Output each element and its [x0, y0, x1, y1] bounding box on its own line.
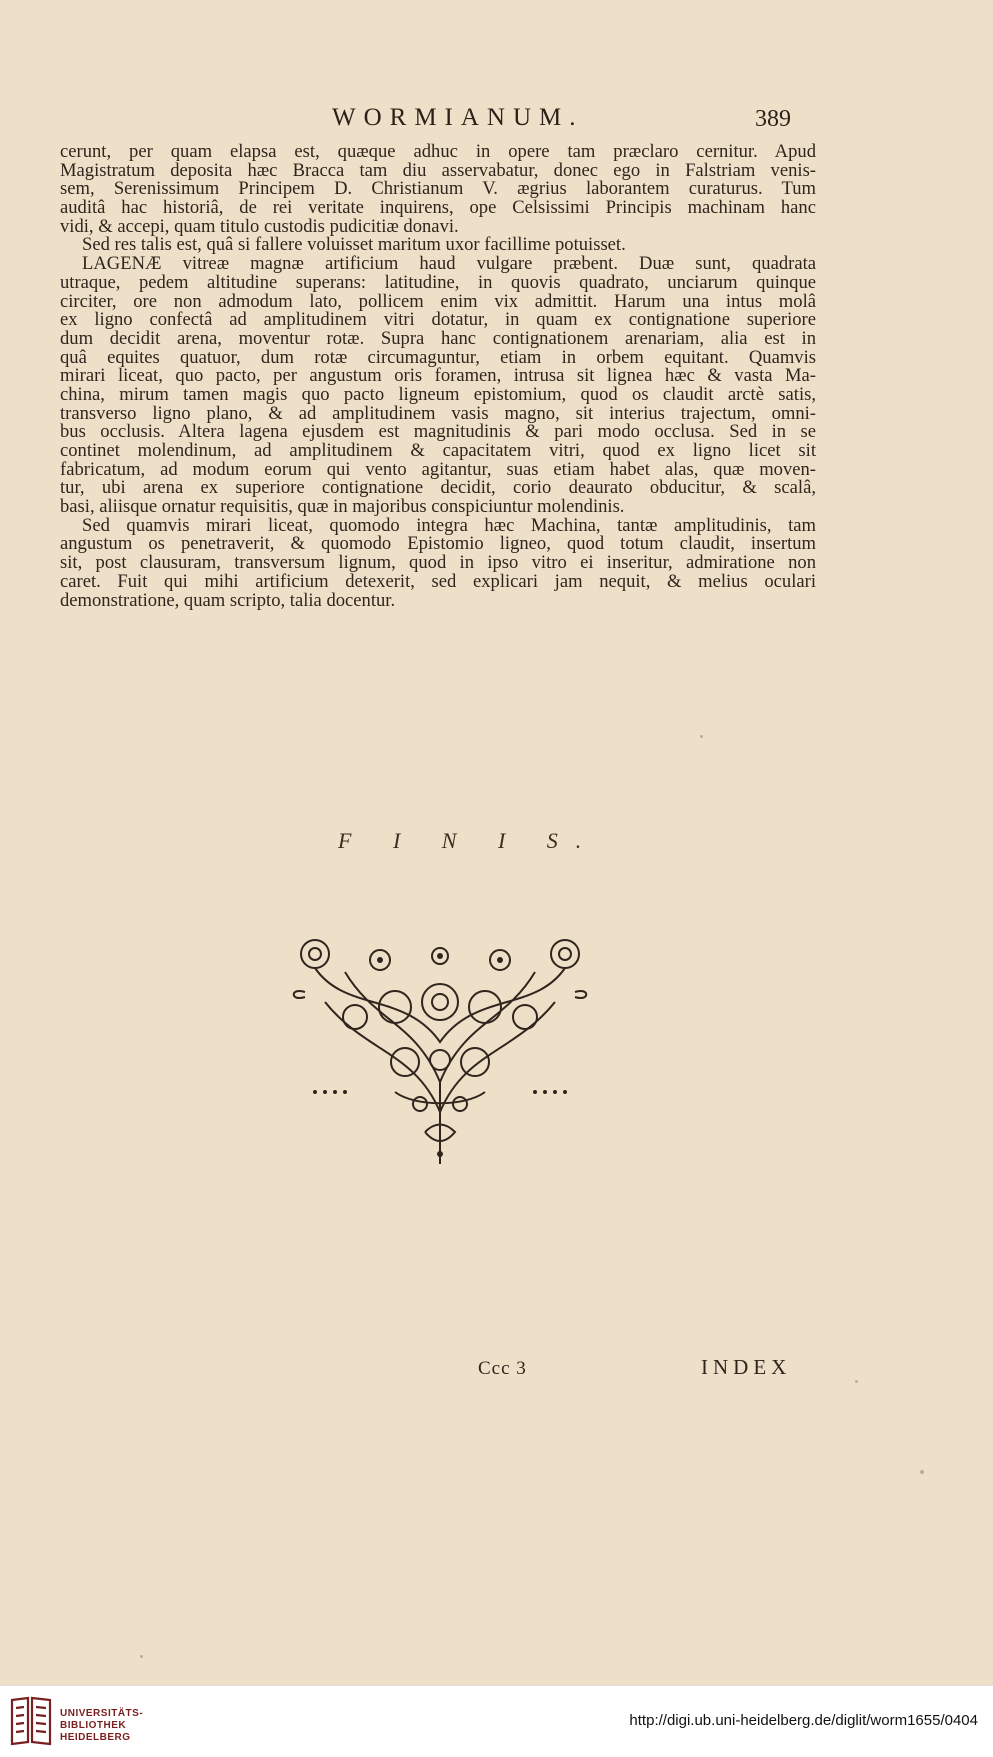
text-line: fabricatum, ad modum eorum qui vento agitantur, suas etiam habet alas, quæ moven- — [60, 458, 816, 480]
running-title: WORMIANUM. — [332, 104, 584, 131]
text-line: china, mirum tamen magis quo pacto ligneum epistomium, quod os claudit arctè satis, — [60, 383, 816, 405]
text-line: mirari liceat, quo pacto, per angustum oris foramen, intrusa sit lignea hæc & vasta Ma- — [60, 365, 816, 387]
signature-mark: Ccc 3 — [478, 1358, 527, 1379]
text-line: utraque, pedem altitudine superans: latitudine, in quovis quadrato, unciarum quinque — [60, 271, 816, 293]
text-line: demonstratione, quam scripto, talia docentur. — [60, 589, 396, 611]
library-name-line: UNIVERSITÄTS- — [60, 1708, 144, 1719]
text-line: sit, post clausuram, transversum lignum, quod in ipso vitro ei inseritur, admiratione non — [60, 552, 816, 574]
paper-spot — [140, 1655, 143, 1658]
footer-bar — [0, 1685, 993, 1757]
running-head — [0, 104, 993, 144]
text-line: cerunt, per quam elapsa est, quæque adhuc in opere tam præclaro cernitur. Apud — [60, 141, 816, 162]
library-name[interactable] — [60, 1708, 143, 1744]
text-line: Sed quamvis mirari liceat, quomodo integra hæc Machina, tantæ amplitudinis, tam — [82, 514, 816, 536]
paper-spot — [855, 1380, 858, 1383]
text-line: vidi, & accepi, quam titulo custodis pudicitiæ donavi. — [60, 215, 459, 237]
text-line: LAGENÆ vitreæ magnæ artificium haud vulgare præbent. Duæ sunt, quadrata — [82, 253, 816, 275]
library-name-line: BIBLIOTHEK — [60, 1720, 127, 1731]
paper-spot — [920, 1470, 924, 1474]
text-line: auditâ hac historiâ, de rei veritate inquirens, ope Celsissimi Principis machinam hanc — [60, 197, 816, 219]
library-logo-icon[interactable] — [8, 1694, 54, 1748]
text-line: sem, Serenissimum Principem D. Christianum V. ægrius laborantem curaturus. Tum — [60, 178, 816, 200]
library-name-line: HEIDELBERG — [60, 1732, 131, 1743]
text-line: quâ equites quatuor, dum rotæ circumaguntur, etiam in orbem equitant. Quamvis — [60, 346, 816, 368]
text-line: bus occlusis. Altera lagena ejusdem est magnitudinis & pari modo occlusa. Sed in se — [60, 421, 816, 443]
text-line: Sed res talis est, quâ si fallere voluisset maritum uxor facillime potuisset. — [82, 234, 626, 256]
catchword: INDEX — [701, 1355, 792, 1379]
ornament-vignette — [285, 932, 595, 1164]
text-line: basi, aliisque ornatur requisitis, quæ in majoribus conspiciuntur molendinis. — [60, 496, 625, 518]
finis-heading: F I N I S. — [338, 828, 600, 853]
text-line: continet molendinum, ad amplitudinem & capacitatem vitri, quod ex ligno licet sit — [60, 440, 816, 461]
text-line: angustum os penetraverit, & quomodo Epistomio ligneo, quod totum claudit, insertum — [60, 533, 816, 555]
text-line: ex ligno confectâ ad amplitudinem vitri dotatur, in quam ex contignatione superiore — [60, 309, 816, 331]
text-line: caret. Fuit qui mihi artificium detexerit, sed explicari jam nequit, & melius oculari — [60, 570, 816, 592]
text-line: tur, ubi arena ex superiore contignatione decidit, corio deaurato obducitur, & scalâ, — [60, 477, 816, 499]
text-line: Magistratum deposita hæc Bracca tam diu asservabatur, donec ego in Falstriam venis- — [60, 159, 816, 181]
body-text — [60, 143, 816, 610]
text-line: dum decidit arena, moventur rotæ. Supra hanc contignationem arenariam, alia est in — [60, 327, 816, 349]
text-line: transverso ligno plano, & ad amplitudinem vasis magno, sit interius trajectum, omni- — [60, 402, 816, 424]
page-number: 389 — [755, 106, 791, 132]
source-url-link[interactable]: http://digi.ub.uni-heidelberg.de/diglit/worm1655/0404 — [629, 1712, 978, 1729]
paper-spot — [700, 735, 703, 738]
text-line: circiter, ore non admodum lato, pollicem enim vix admittit. Harum una intus molâ — [60, 290, 816, 312]
